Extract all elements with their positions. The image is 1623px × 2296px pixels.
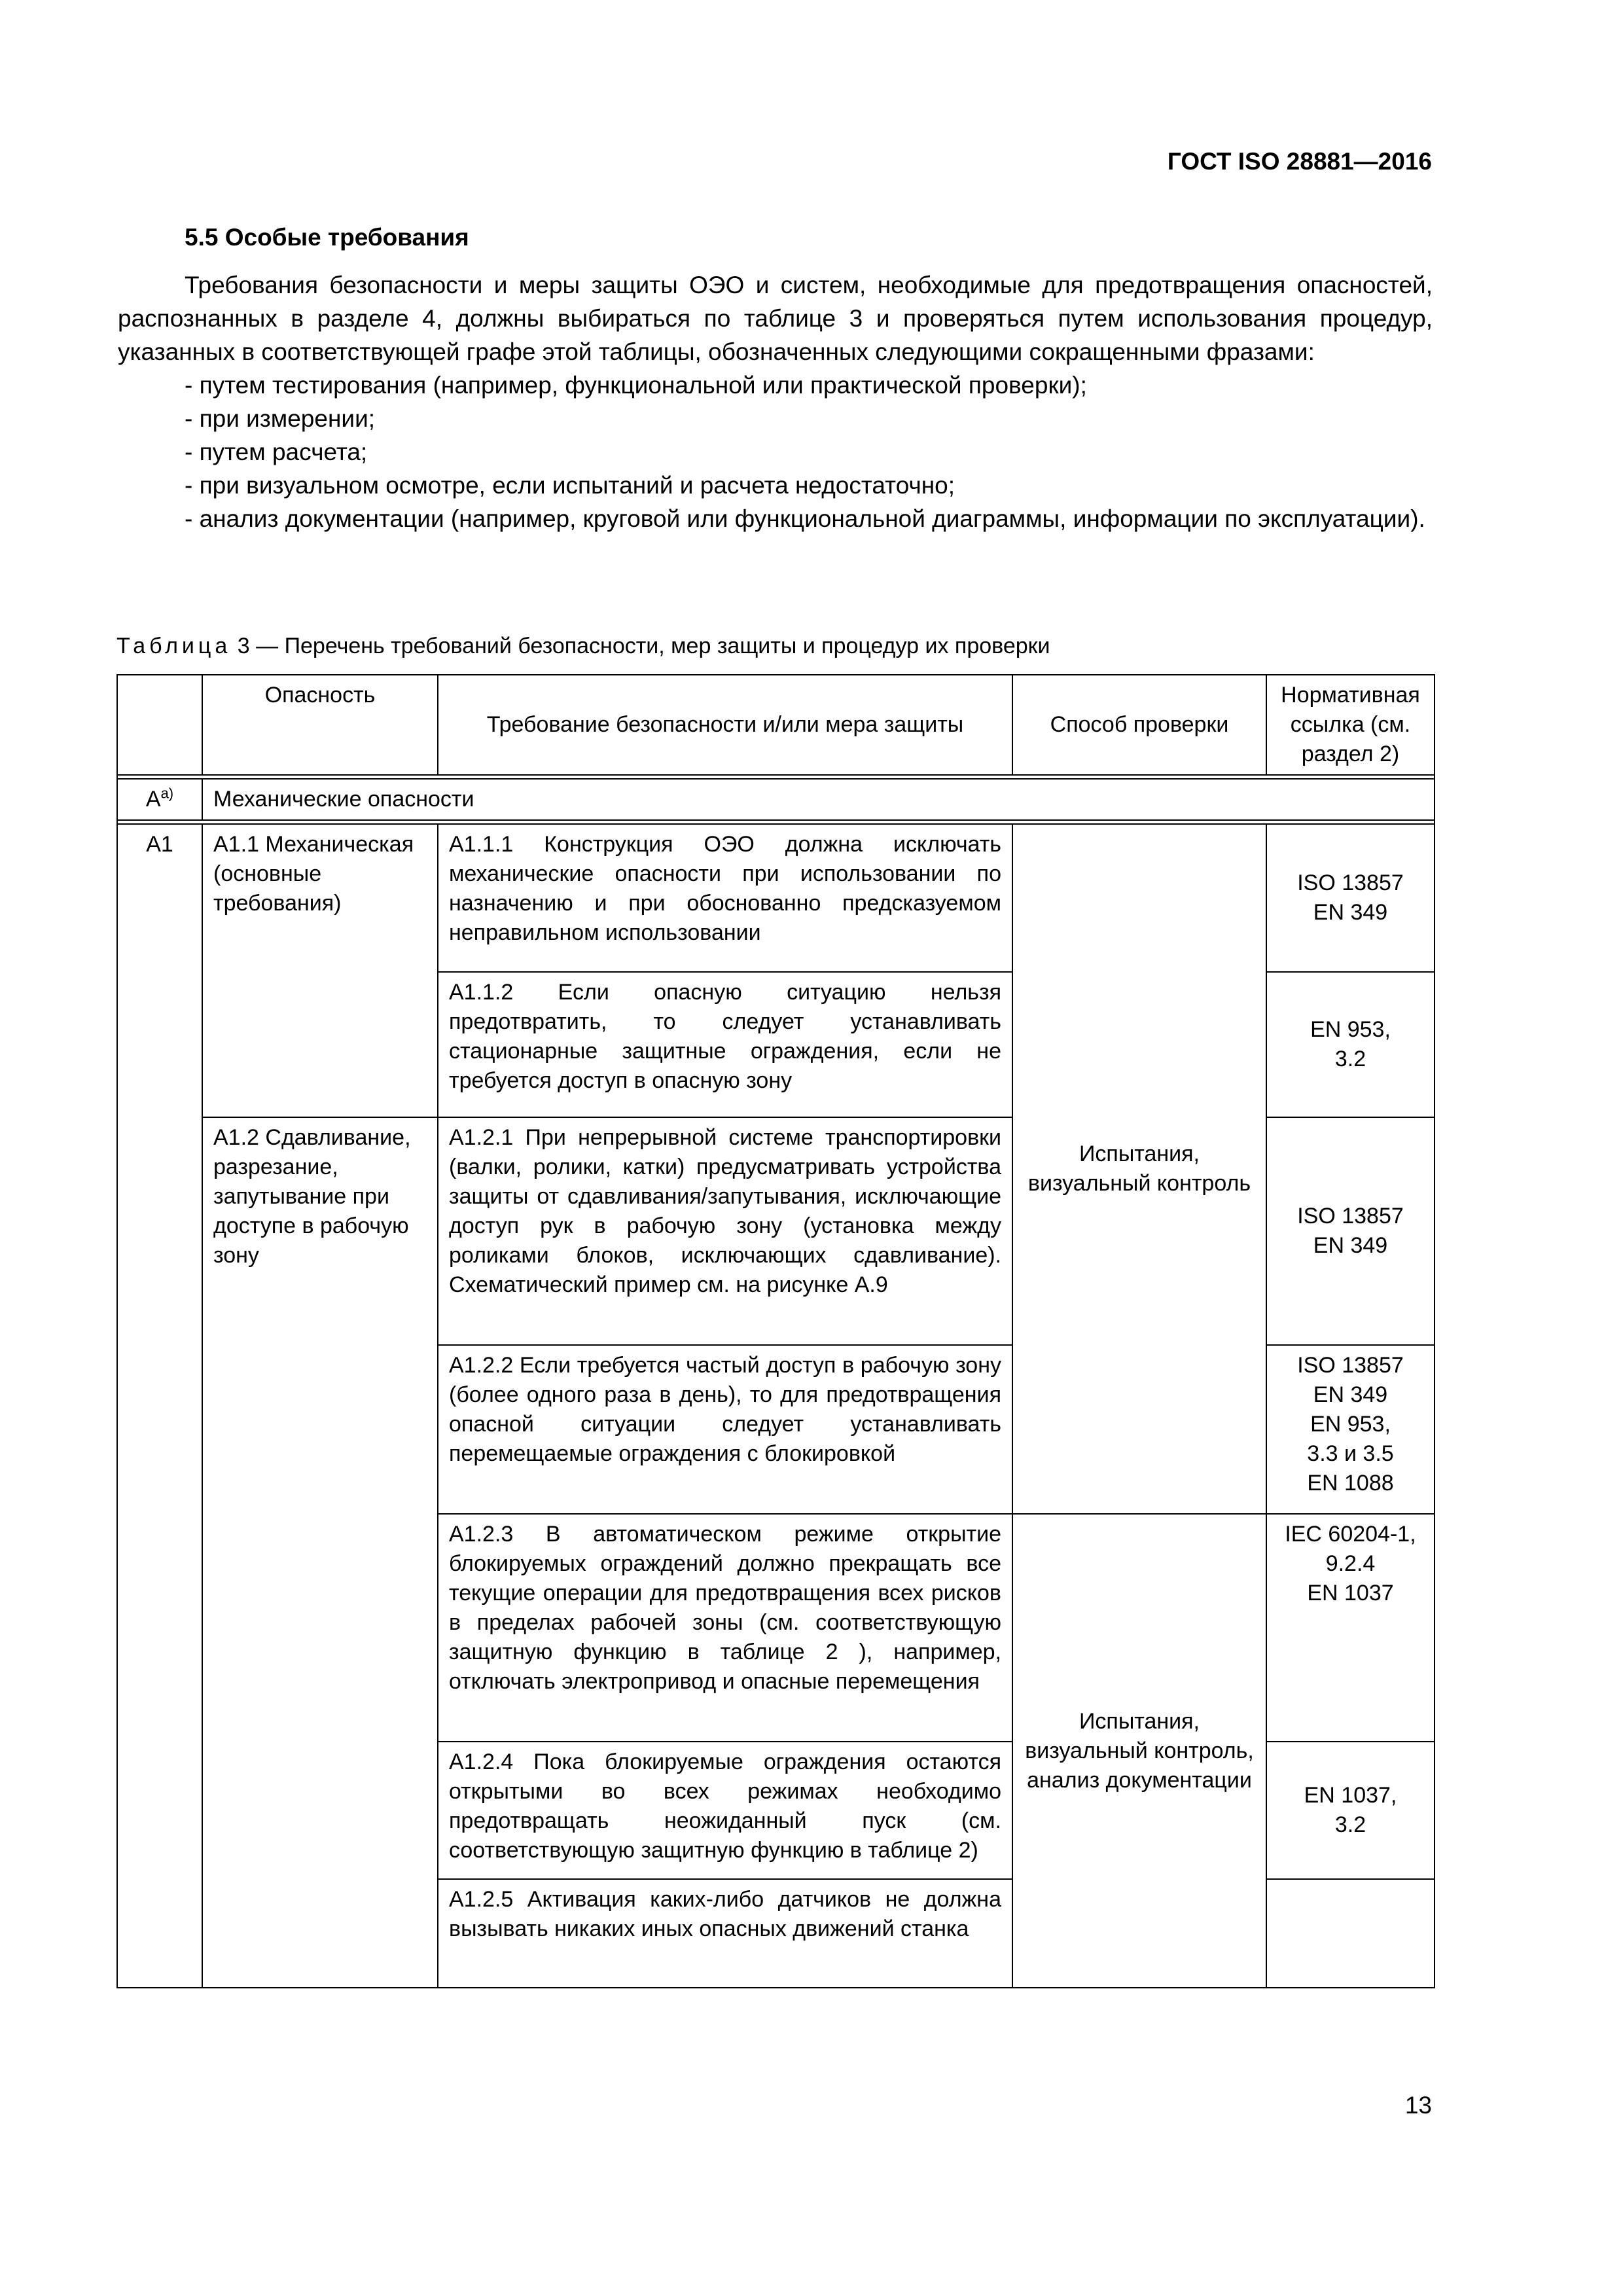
- header-reference: Нормативная ссылка (см. раздел 2): [1266, 675, 1435, 775]
- table-row: [117, 824, 1435, 972]
- header-method: Способ проверки: [1012, 675, 1266, 775]
- page-number: 13: [1404, 2092, 1432, 2119]
- list-item: - путем расчета;: [185, 439, 368, 465]
- reference-cell: EN 1037, 3.2: [1266, 1742, 1435, 1879]
- reference-cell: [1266, 1879, 1435, 1988]
- intro-paragraph: Требования безопасности и меры защиты ОЭО и систем, необходимые для предотвращения опасностей, распознанных в разделе 4, должны выбираться по таблице 3 и проверяться путем использования процедур, указанных в соответствующей графе этой таблицы, обозначенных следующими сокращенными фразами:: [118, 272, 1433, 365]
- reference-cell: ISO 13857 EN 349 EN 953, 3.3 и 3.5 EN 1088: [1266, 1345, 1435, 1514]
- requirement-cell: A1.2.3 В автоматическом режиме открытие блокируемых ограждений должно прекращать все текущие операции для предотвращения всех рисков в пределах рабочей зоны (см. соответствующую защитную функцию в таблице 2 ), например, отключать электропривод и опасные перемещения: [438, 1514, 1012, 1742]
- row-code: A1: [117, 824, 202, 1988]
- requirement-cell: A1.2.5 Активация каких-либо датчиков не должна вызывать никаких иных опасных движений станка: [438, 1879, 1012, 1988]
- header-empty: [117, 675, 202, 775]
- table-header-row: [117, 675, 1435, 775]
- list-item: - путем тестирования (например, функциональной или практической проверки);: [185, 372, 1087, 399]
- section-body: [118, 268, 1433, 535]
- list-item: - анализ документации (например, круговой или функциональной диаграммы, информации по эксплуатации).: [185, 505, 1425, 532]
- document-header: ГОСТ ISO 28881—2016: [1167, 148, 1432, 175]
- list-item: - при измерении;: [185, 405, 376, 432]
- group-footnote-mark: a): [160, 785, 174, 802]
- requirements-table: [116, 674, 1435, 1988]
- header-requirement: Требование безопасности и/или мера защиты: [438, 675, 1012, 775]
- section-title: 5.5 Особые требования: [185, 224, 469, 251]
- table-caption: [116, 634, 1050, 659]
- reference-cell: ISO 13857 EN 349: [1266, 824, 1435, 972]
- group-row: [117, 779, 1435, 820]
- list-item: - при визуальном осмотре, если испытаний и расчета недостаточно;: [185, 472, 955, 499]
- header-hazard: Опасность: [202, 675, 438, 775]
- group-code: $A^{a)}$: [117, 779, 202, 820]
- requirement-cell: A1.1.2 Если опасную ситуацию нельзя предотвратить, то следует устанавливать стационарные защитные ограждения, если не требуется доступ в опасную зону: [438, 972, 1012, 1117]
- requirement-cell: A1.2.4 Пока блокируемые ограждения остаются открытыми во всех режимах необходимо предотвращать неожиданный пуск (см. соответствующую защитную функцию в таблице 2): [438, 1742, 1012, 1879]
- method-cell: Испытания, визуальный контроль: [1012, 824, 1266, 1514]
- reference-cell: ISO 13857 EN 349: [1266, 1117, 1435, 1345]
- group-title: Механические опасности: [202, 779, 1435, 820]
- requirement-cell: A1.2.1 При непрерывной системе транспортировки (валки, ролики, катки) предусматривать устройства защиты от сдавливания/запутывания, исключающие доступ рук в рабочую зону (установка между роликами блоков, исключающих сдавливание). Схематический пример см. на рисунке А.9: [438, 1117, 1012, 1345]
- reference-cell: EN 953, 3.2: [1266, 972, 1435, 1117]
- method-cell: Испытания, визуальный контроль, анализ документации: [1012, 1514, 1266, 1988]
- reference-cell: IEC 60204-1, 9.2.4 EN 1037: [1266, 1514, 1435, 1742]
- table-caption-label: Таблица: [116, 634, 232, 658]
- requirement-cell: A1.1.1 Конструкция ОЭО должна исключать механические опасности при использовании по назначению и при обоснованно предсказуемом неправильном использовании: [438, 824, 1012, 972]
- requirement-cell: A1.2.2 Если требуется частый доступ в рабочую зону (более одного раза в день), то для предотвращения опасной ситуации следует устанавливать перемещаемые ограждения с блокировкой: [438, 1345, 1012, 1514]
- hazard-cell: A1.1 Механическая (основные требования): [202, 824, 438, 1117]
- table-caption-text: 3 — Перечень требований безопасности, мер защиты и процедур их проверки: [237, 634, 1050, 658]
- hazard-cell: A1.2 Сдавливание, разрезание, запутывание при доступе в рабочую зону: [202, 1117, 438, 1988]
